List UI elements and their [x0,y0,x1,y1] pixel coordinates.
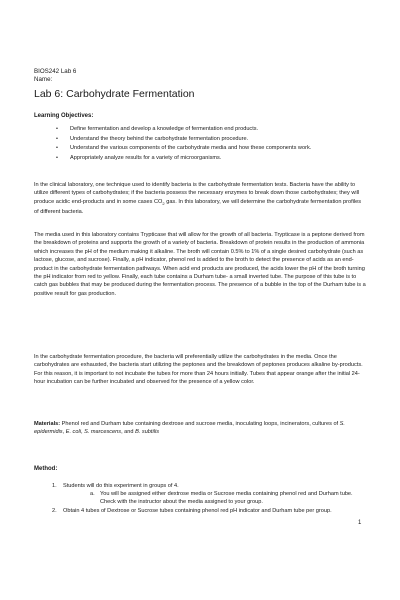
intro-paragraph [34,181,366,217]
list-item [56,155,356,162]
name-label: Name: [34,76,53,83]
media-paragraph: The media used in this laboratory contains Trypticase that will allow for the growth of all bacteria. Trypticase is a peptone derived from the breakdown of proteins and supports the growth of a variety of bacteria. Breakdown of protein results in the production of ammonia which increases the pH of the medium making it alkaline. The broth will contain 0.5% to 1% of a single desired carbohydrate (such as lactose, glucose, and sucrose). Finally, a pH indicator, phenol red is added to the broth to detect the presence of acids as an end-product in the carbohydrate fermentation pathways. When acid end products are produced, the acids lower the pH of the broth turning the pH indicator from red to yellow. Finally, each tube contains a Durham tube- a small inverted tube. The purpose of this tube is to catch gas bubbles that may be produced during the fermentation process. The presence of a bubble in the top of the Durham tube is a positive result for gas production. [34,232,366,297]
separator: , [62,429,66,436]
organism-name: B. subtilis [135,429,159,436]
objective-text: Understand the various components of the carbohydrate media and how these components work. [70,145,312,152]
substep-letter: a. [90,491,95,498]
materials-text: Phenol red and Durham tube containing dextrose and sucrose media, inoculating loops, incinerators, cultures of [60,421,340,427]
document-header [34,68,76,84]
organism-name: S. marcescens [84,429,122,436]
list-item [56,136,356,143]
step-number: 1. [52,483,57,489]
method-substep [34,490,354,506]
organism-name: E. coli [65,429,81,436]
method-heading: Method: [34,466,58,472]
bullet-icon: • [56,135,58,142]
bullet-icon: • [56,145,58,152]
method-steps [34,482,354,515]
step-text: Obtain 4 tubes of Dextrose or Sucrose tubes containing phenol red pH indicator and Durham tube per group. [63,507,332,514]
page-number: 1 [358,520,362,526]
intro-text-continued: gas. In this laboratory, we will determine the carbohydrate fermentation profiles of different bacteria. [34,198,362,216]
organism-name: S. epidermidis [34,421,345,436]
separator: , and [121,429,136,436]
list-item [56,126,356,133]
bullet-icon: • [56,154,58,161]
separator: , [80,429,85,436]
list-item [56,145,356,152]
method-step [34,507,354,515]
procedure-paragraph: In the carbohydrate fermentation procedure, the bacteria will preferentially utilize the carbohydrates in the media. Once the carbohydrates are exhausted, the bacteria start utilizing the peptones and the breakdown of peptones produces alkaline by-products. For this reason, it is important to not incubate the tubes for more than 24 hours initially. Tubes that appear orange after the initial 24-hour incubation can be further incubated and observed for the presence of a yellow color. [34,354,363,386]
objective-text: Define fermentation and develop a knowledge of fermentation end products. [70,126,259,132]
method-step [34,482,354,490]
objective-text: Appropriately analyze results for a variety of microorganisms. [70,154,222,161]
step-number: 2. [52,507,57,514]
materials-label: Materials: [34,421,61,427]
objectives-list [56,126,356,164]
objective-text: Understand the theory behind the carbohydrate fermentation procedure. [70,135,249,142]
course-label: BIOS242 Lab 6 [34,68,77,75]
substep-text: You will be assigned either dextrose media or Sucrose media containing phenol red and Durham tube. Check with the instructor about the media assigned to your group. [100,491,353,506]
materials-paragraph [34,420,366,437]
co2-subscript: 2 [162,200,165,206]
step-text: Students will do this experiment in groups of 4. [63,483,179,489]
objectives-heading: Learning Objectives: [34,113,94,119]
page-title: Lab 6: Carbohydrate Fermentation [34,88,195,100]
bullet-icon: • [56,126,58,132]
intro-text: In the clinical laboratory, one technique used to identify bacteria is the carbohydrate fermentation tests. Bacteria have the ability to utilize different types of carbohydrates; if the bacteria possess the necessary enzymes to break down those carbohydrates; they will produce acidic end-products and in some cases CO [34,182,360,205]
